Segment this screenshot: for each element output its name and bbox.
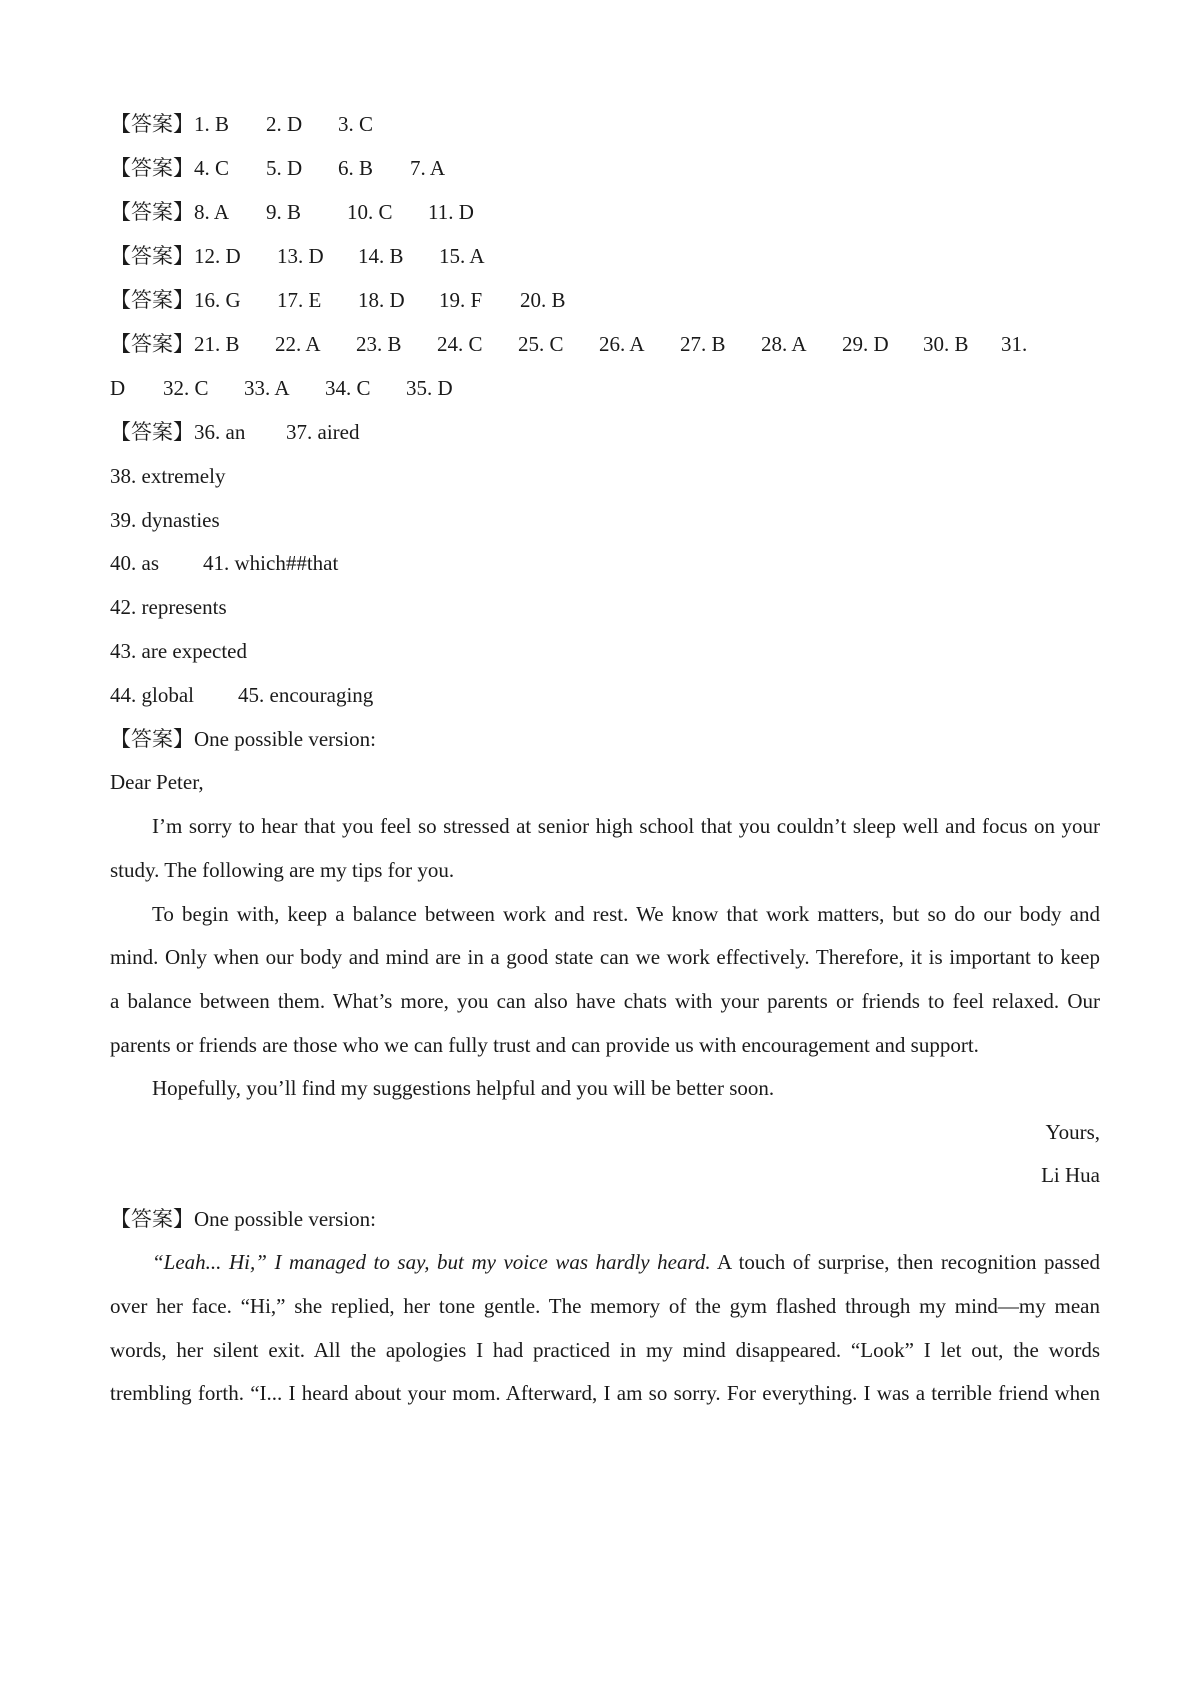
answer-item: 3. C <box>338 112 374 136</box>
answer-item: 24. C <box>437 332 483 356</box>
answer-item: 39. dynasties <box>110 508 220 532</box>
answer-item: 1. B <box>194 112 230 136</box>
answer-item: 16. G <box>194 288 241 312</box>
story-line: trembling forth. “I... I heard about your mom. Afterward, I am so sorry. For everything. I was a terrible friend when <box>110 1381 1100 1405</box>
story-line: over her face. “Hi,” she replied, her tone gentle. The memory of the gym flashed through my mind—my mean <box>110 1294 1100 1318</box>
answer-item: 38. extremely <box>110 464 226 488</box>
story-given-sentence: “Leah... Hi,” I managed to say, but my voice was hardly heard. <box>152 1250 711 1274</box>
answer-item: 2. D <box>266 112 303 136</box>
answer-row-6-cont <box>110 374 453 402</box>
answer-item: 7. A <box>410 156 446 180</box>
fill-row-4 <box>110 549 338 577</box>
letter-signature: Li Hua <box>1041 1163 1100 1187</box>
fill-row-1 <box>110 418 359 446</box>
answer-item: 20. B <box>520 288 566 312</box>
answer-row-6 <box>110 330 1027 358</box>
answer-label: 【答案】 <box>110 112 194 136</box>
letter-p2-line: a balance between them. What’s more, you can also have chats with your parents or friends to feel relaxed. Our <box>110 989 1100 1013</box>
fill-row-2 <box>110 462 225 490</box>
answer-item: 25. C <box>518 332 564 356</box>
letter-p2-line: mind. Only when our body and mind are in a good state can we work effectively. Therefore, it is important to keep <box>110 945 1100 969</box>
answer-label: 【答案】 <box>110 288 194 312</box>
answer-label: 【答案】 <box>110 332 194 356</box>
answer-item: 42. represents <box>110 595 227 619</box>
answer-item: 10. C <box>347 200 393 224</box>
answer-item: 23. B <box>356 332 402 356</box>
answer-item: 19. F <box>439 288 483 312</box>
answer-item: 41. which##that <box>203 551 339 575</box>
answer-label: 【答案】 <box>110 200 194 224</box>
letter-p1-line: study. The following are my tips for you. <box>110 858 455 882</box>
answer-row-4 <box>110 242 485 270</box>
fill-row-6 <box>110 637 247 665</box>
answer-item: 26. A <box>599 332 645 356</box>
answer-row-3 <box>110 198 474 226</box>
answer-item: 6. B <box>338 156 374 180</box>
answer-item: D <box>110 376 126 400</box>
answer-label: 【答案】 <box>110 1207 194 1231</box>
answer-item: 31. <box>1001 332 1028 356</box>
answer-label: 【答案】 <box>110 156 194 180</box>
letter-p1-line: I’m sorry to hear that you feel so stressed at senior high school that you couldn’t sleep well and focus on your <box>152 814 1100 838</box>
fill-row-3 <box>110 506 220 534</box>
answer-item: 22. A <box>275 332 321 356</box>
story-line <box>152 1248 1100 1276</box>
answer-item: 30. B <box>923 332 969 356</box>
answer-item: 12. D <box>194 244 241 268</box>
answer-item: 8. A <box>194 200 230 224</box>
story-continuation: A touch of surprise, then recognition passed <box>710 1250 1100 1274</box>
answer-item: 43. are expected <box>110 639 248 663</box>
fill-row-7 <box>110 681 373 709</box>
letter-closing: Yours, <box>1045 1120 1100 1144</box>
answer-item: 15. A <box>439 244 485 268</box>
letter-intro-text: One possible version: <box>194 727 376 751</box>
answer-item: 18. D <box>358 288 405 312</box>
letter-intro <box>110 725 376 753</box>
answer-item: 28. A <box>761 332 807 356</box>
answer-label: 【答案】 <box>110 727 194 751</box>
document-page <box>110 0 1100 1697</box>
answer-item: 36. an <box>194 420 246 444</box>
answer-item: 32. C <box>163 376 209 400</box>
letter-greeting: Dear Peter, <box>110 770 204 794</box>
answer-item: 13. D <box>277 244 324 268</box>
answer-item: 35. D <box>406 376 453 400</box>
letter-p3: Hopefully, you’ll find my suggestions helpful and you will be better soon. <box>152 1076 775 1100</box>
answer-item: 5. D <box>266 156 303 180</box>
story-intro-text: One possible version: <box>194 1207 376 1231</box>
answer-row-1 <box>110 110 373 138</box>
answer-label: 【答案】 <box>110 420 194 444</box>
answer-item: 9. B <box>266 200 302 224</box>
answer-item: 29. D <box>842 332 889 356</box>
letter-p2-line: To begin with, keep a balance between work and rest. We know that work matters, but so do our body and <box>152 902 1100 926</box>
answer-item: 27. B <box>680 332 726 356</box>
answer-item: 33. A <box>244 376 290 400</box>
answer-label: 【答案】 <box>110 244 194 268</box>
answer-row-2 <box>110 154 445 182</box>
answer-item: 40. as <box>110 551 159 575</box>
answer-item: 17. E <box>277 288 322 312</box>
story-line: words, her silent exit. All the apologies I had practiced in my mind disappeared. “Look” I let out, the words <box>110 1338 1100 1362</box>
answer-item: 4. C <box>194 156 230 180</box>
answer-item: 44. global <box>110 683 194 707</box>
answer-item: 21. B <box>194 332 240 356</box>
answer-row-5 <box>110 286 566 314</box>
letter-p2-line: parents or friends are those who we can fully trust and can provide us with encouragement and support. <box>110 1033 979 1057</box>
answer-item: 14. B <box>358 244 404 268</box>
answer-item: 11. D <box>428 200 474 224</box>
answer-item: 37. aired <box>286 420 360 444</box>
answer-item: 34. C <box>325 376 371 400</box>
fill-row-5 <box>110 593 227 621</box>
answer-item: 45. encouraging <box>238 683 374 707</box>
story-intro <box>110 1205 376 1233</box>
